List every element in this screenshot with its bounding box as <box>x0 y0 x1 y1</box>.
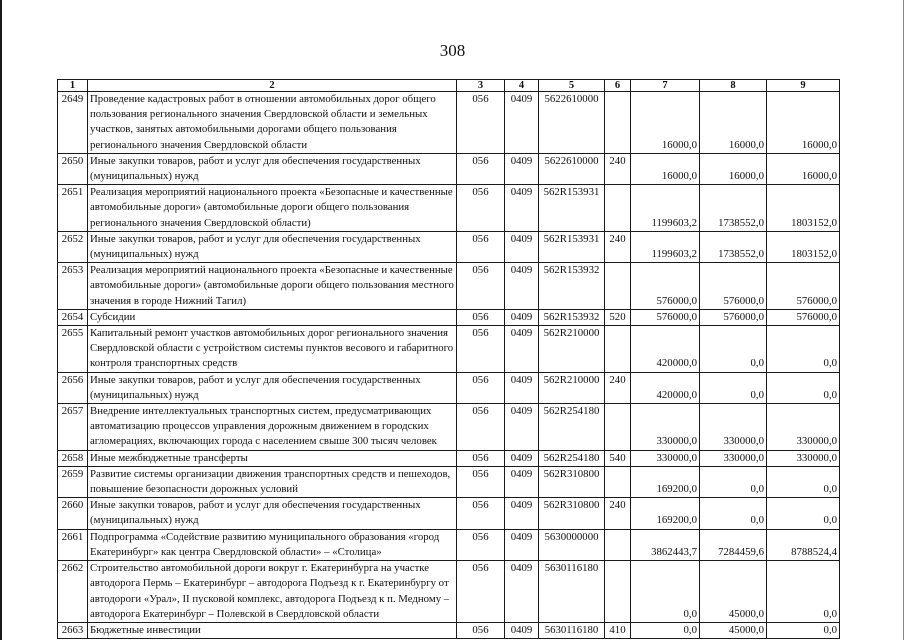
row-number-cell: 2660 <box>58 498 88 529</box>
item-name-line: Реализация мероприятий национального проекта «Безопасные и качественные <box>90 264 453 277</box>
item-name-line: Подпрограмма «Содействие развитию муниципального образования «город <box>90 530 440 543</box>
item-name-line: автодорога Екатеринбург – Полевской в Свердловской области <box>90 607 380 620</box>
item-name-cell <box>88 372 457 403</box>
table-row <box>58 498 840 529</box>
section-code-cell: 0409 <box>505 529 539 560</box>
section-code-cell: 0409 <box>505 92 539 154</box>
ministry-code-cell: 056 <box>457 326 505 373</box>
amount-year-3-cell: 0,0 <box>767 326 840 373</box>
item-name-line: автомобильные дороги» (автомобильные дороги общего пользования <box>90 201 410 214</box>
row-number-cell: 2649 <box>58 92 88 154</box>
amount-year-1-cell: 420000,0 <box>631 372 700 403</box>
amount-year-3-cell: 0,0 <box>767 372 840 403</box>
item-name-line: Бюджетные инвестиции <box>90 623 201 636</box>
item-name-cell <box>88 263 457 310</box>
item-name-line: Реализация мероприятий национального проекта «Безопасные и качественные <box>90 186 453 199</box>
item-name-cell <box>88 326 457 373</box>
expense-type-cell: 240 <box>605 498 631 529</box>
ministry-code-cell: 056 <box>457 153 505 184</box>
expense-type-cell <box>605 529 631 560</box>
table-row <box>58 153 840 184</box>
header-row <box>58 80 840 92</box>
item-name-line: (муниципальных) нужд <box>90 248 199 261</box>
item-name-line: Иные закупки товаров, работ и услуг для обеспечения государственных <box>90 154 421 167</box>
item-name-line: Субсидии <box>90 310 136 323</box>
amount-year-2-cell: 7284459,6 <box>700 529 767 560</box>
expense-type-cell <box>605 404 631 451</box>
table-row <box>58 466 840 497</box>
amount-year-3-cell: 330000,0 <box>767 404 840 451</box>
expense-type-cell: 540 <box>605 450 631 466</box>
amount-year-3-cell: 576000,0 <box>767 263 840 310</box>
row-number-cell: 2654 <box>58 309 88 325</box>
target-article-cell: 5630116180 <box>539 561 605 623</box>
section-code-cell: 0409 <box>505 309 539 325</box>
target-article-cell: 5630000000 <box>539 529 605 560</box>
amount-year-2-cell: 330000,0 <box>700 450 767 466</box>
section-code-cell: 0409 <box>505 498 539 529</box>
expense-type-cell: 410 <box>605 622 631 638</box>
item-name-line: (муниципальных) нужд <box>90 170 199 183</box>
ministry-code-cell: 056 <box>457 622 505 638</box>
amount-year-3-cell: 0,0 <box>767 466 840 497</box>
expense-type-cell: 240 <box>605 153 631 184</box>
header-col-6: 6 <box>605 80 631 92</box>
item-name-cell <box>88 92 457 154</box>
amount-year-1-cell: 0,0 <box>631 561 700 623</box>
amount-year-2-cell: 16000,0 <box>700 92 767 154</box>
amount-year-3-cell: 8788524,4 <box>767 529 840 560</box>
target-article-cell: 562R254180 <box>539 450 605 466</box>
item-name-cell <box>88 450 457 466</box>
table-body <box>58 92 840 639</box>
item-name-line: регионального значения Свердловской области) <box>90 216 311 229</box>
table-row <box>58 309 840 325</box>
amount-year-2-cell: 0,0 <box>700 466 767 497</box>
item-name-line: Проведение кадастровых работ в отношении автомобильных дорог общего <box>90 93 436 105</box>
table-row <box>58 263 840 310</box>
amount-year-1-cell: 576000,0 <box>631 263 700 310</box>
ministry-code-cell: 056 <box>457 185 505 232</box>
ministry-code-cell: 056 <box>457 450 505 466</box>
target-article-cell: 562R153932 <box>539 263 605 310</box>
header-col-8: 8 <box>700 80 767 92</box>
item-name-cell <box>88 498 457 529</box>
item-name-line: Екатеринбург» как центра Свердловской области» – «Столица» <box>90 545 382 558</box>
amount-year-1-cell: 1199603,2 <box>631 231 700 262</box>
target-article-cell: 562R210000 <box>539 326 605 373</box>
expense-type-cell: 240 <box>605 231 631 262</box>
amount-year-1-cell: 16000,0 <box>631 92 700 154</box>
table-row <box>58 529 840 560</box>
item-name-cell <box>88 404 457 451</box>
amount-year-2-cell: 576000,0 <box>700 309 767 325</box>
target-article-cell: 562R254180 <box>539 404 605 451</box>
ministry-code-cell: 056 <box>457 466 505 497</box>
amount-year-2-cell: 45000,0 <box>700 561 767 623</box>
ministry-code-cell: 056 <box>457 561 505 623</box>
header-col-4: 4 <box>505 80 539 92</box>
table-row <box>58 622 840 638</box>
amount-year-1-cell: 169200,0 <box>631 466 700 497</box>
row-number-cell: 2652 <box>58 231 88 262</box>
ministry-code-cell: 056 <box>457 529 505 560</box>
item-name-line: автоматизацию процессов управления дорожным движением в городских <box>90 420 429 433</box>
expense-type-cell: 240 <box>605 372 631 403</box>
scan-left-edge <box>0 0 2 640</box>
item-name-cell <box>88 231 457 262</box>
item-name-line: пользования регионального значения Свердловской области и земельных <box>90 108 428 121</box>
item-name-line: Внедрение интеллектуальных транспортных систем, предусматривающих <box>90 405 432 418</box>
header-col-7: 7 <box>631 80 700 92</box>
amount-year-2-cell: 0,0 <box>700 498 767 529</box>
table-row <box>58 92 840 154</box>
item-name-line: (муниципальных) нужд <box>90 514 199 527</box>
row-number-cell: 2653 <box>58 263 88 310</box>
section-code-cell: 0409 <box>505 404 539 451</box>
item-name-cell <box>88 529 457 560</box>
ministry-code-cell: 056 <box>457 372 505 403</box>
target-article-cell: 562R310800 <box>539 466 605 497</box>
amount-year-2-cell: 0,0 <box>700 326 767 373</box>
target-article-cell: 562R153932 <box>539 309 605 325</box>
table-row <box>58 231 840 262</box>
amount-year-1-cell: 16000,0 <box>631 153 700 184</box>
item-name-line: участков, занятых автомобильными дорогами общего пользования <box>90 123 397 136</box>
amount-year-2-cell: 330000,0 <box>700 404 767 451</box>
item-name-line: автомобильные дороги» (автомобильные дороги общего пользования местного <box>90 279 454 292</box>
item-name-line: автодороги «Урал», II пусковой комплекс, автодорога Подъезд к п. Медному – <box>90 592 450 605</box>
item-name-line: Развитие системы организации движения транспортных средств и пешеходов, <box>90 467 451 480</box>
row-number-cell: 2658 <box>58 450 88 466</box>
amount-year-2-cell: 1738552,0 <box>700 231 767 262</box>
amount-year-1-cell: 0,0 <box>631 622 700 638</box>
amount-year-3-cell: 16000,0 <box>767 92 840 154</box>
expense-type-cell <box>605 185 631 232</box>
table-row <box>58 404 840 451</box>
header-col-9: 9 <box>767 80 840 92</box>
table-row <box>58 326 840 373</box>
target-article-cell: 562R153931 <box>539 185 605 232</box>
amount-year-3-cell: 576000,0 <box>767 309 840 325</box>
amount-year-1-cell: 420000,0 <box>631 326 700 373</box>
expense-type-cell <box>605 92 631 154</box>
section-code-cell: 0409 <box>505 263 539 310</box>
item-name-line: Свердловской области с устройством системы пунктов весового и габаритного <box>90 342 454 355</box>
table-row <box>58 372 840 403</box>
item-name-line: (муниципальных) нужд <box>90 388 199 401</box>
target-article-cell: 5630116180 <box>539 622 605 638</box>
section-code-cell: 0409 <box>505 231 539 262</box>
item-name-line: Иные межбюджетные трансферты <box>90 451 248 464</box>
page-number: 308 <box>439 41 466 60</box>
row-number-cell: 2662 <box>58 561 88 623</box>
ministry-code-cell: 056 <box>457 498 505 529</box>
ministry-code-cell: 056 <box>457 92 505 154</box>
amount-year-3-cell: 0,0 <box>767 622 840 638</box>
row-number-cell: 2651 <box>58 185 88 232</box>
amount-year-2-cell: 576000,0 <box>700 263 767 310</box>
amount-year-1-cell: 1199603,2 <box>631 185 700 232</box>
table-row <box>58 450 840 466</box>
item-name-line: Иные закупки товаров, работ и услуг для обеспечения государственных <box>90 499 421 512</box>
amount-year-3-cell: 0,0 <box>767 561 840 623</box>
amount-year-3-cell: 1803152,0 <box>767 185 840 232</box>
amount-year-3-cell: 16000,0 <box>767 153 840 184</box>
amount-year-1-cell: 330000,0 <box>631 404 700 451</box>
item-name-line: автодорога Пермь – Екатеринбург – автодорога Подъезд к г. Екатеринбургу от <box>90 577 449 590</box>
header-col-2: 2 <box>88 80 457 92</box>
header-col-5: 5 <box>539 80 605 92</box>
item-name-line: агломерациях, включающих города с населением свыше 300 тысяч человек <box>90 435 437 448</box>
expense-type-cell <box>605 326 631 373</box>
section-code-cell: 0409 <box>505 622 539 638</box>
amount-year-3-cell: 0,0 <box>767 498 840 529</box>
item-name-line: Капитальный ремонт участков автомобильных дорог регионального значения <box>90 327 448 340</box>
amount-year-3-cell: 1803152,0 <box>767 231 840 262</box>
item-name-line: Иные закупки товаров, работ и услуг для обеспечения государственных <box>90 232 421 245</box>
amount-year-2-cell: 16000,0 <box>700 153 767 184</box>
amount-year-1-cell: 576000,0 <box>631 309 700 325</box>
table-row <box>58 561 840 623</box>
amount-year-3-cell: 330000,0 <box>767 450 840 466</box>
item-name-line: Строительство автомобильной дороги вокруг г. Екатеринбурга на участке <box>90 562 430 575</box>
row-number-cell: 2655 <box>58 326 88 373</box>
section-code-cell: 0409 <box>505 561 539 623</box>
target-article-cell: 5622610000 <box>539 92 605 154</box>
item-name-line: регионального значения Свердловской области <box>90 138 308 151</box>
target-article-cell: 562R210000 <box>539 372 605 403</box>
section-code-cell: 0409 <box>505 466 539 497</box>
item-name-line: Иные закупки товаров, работ и услуг для обеспечения государственных <box>90 373 421 386</box>
header-col-3: 3 <box>457 80 505 92</box>
item-name-cell <box>88 185 457 232</box>
item-name-cell <box>88 153 457 184</box>
ministry-code-cell: 056 <box>457 404 505 451</box>
scan-right-edge <box>903 0 904 640</box>
ministry-code-cell: 056 <box>457 231 505 262</box>
section-code-cell: 0409 <box>505 185 539 232</box>
target-article-cell: 5622610000 <box>539 153 605 184</box>
amount-year-2-cell: 0,0 <box>700 372 767 403</box>
row-number-cell: 2656 <box>58 372 88 403</box>
section-code-cell: 0409 <box>505 450 539 466</box>
target-article-cell: 562R153931 <box>539 231 605 262</box>
budget-table <box>57 79 840 639</box>
target-article-cell: 562R310800 <box>539 498 605 529</box>
item-name-cell <box>88 466 457 497</box>
expense-type-cell <box>605 466 631 497</box>
amount-year-2-cell: 1738552,0 <box>700 185 767 232</box>
amount-year-2-cell: 45000,0 <box>700 622 767 638</box>
expense-type-cell <box>605 263 631 310</box>
item-name-cell <box>88 622 457 638</box>
amount-year-1-cell: 330000,0 <box>631 450 700 466</box>
amount-year-1-cell: 3862443,7 <box>631 529 700 560</box>
row-number-cell: 2661 <box>58 529 88 560</box>
ministry-code-cell: 056 <box>457 263 505 310</box>
header-col-1: 1 <box>58 80 88 92</box>
section-code-cell: 0409 <box>505 372 539 403</box>
section-code-cell: 0409 <box>505 153 539 184</box>
item-name-line: контроля транспортных средств <box>90 357 238 370</box>
expense-type-cell: 520 <box>605 309 631 325</box>
row-number-cell: 2659 <box>58 466 88 497</box>
amount-year-1-cell: 169200,0 <box>631 498 700 529</box>
row-number-cell: 2657 <box>58 404 88 451</box>
row-number-cell: 2650 <box>58 153 88 184</box>
item-name-cell <box>88 561 457 623</box>
row-number-cell: 2663 <box>58 622 88 638</box>
item-name-line: значения в городе Нижний Тагил) <box>90 294 247 307</box>
section-code-cell: 0409 <box>505 326 539 373</box>
ministry-code-cell: 056 <box>457 309 505 325</box>
item-name-cell <box>88 309 457 325</box>
table-row <box>58 185 840 232</box>
item-name-line: повышение безопасности дорожных условий <box>90 483 298 496</box>
expense-type-cell <box>605 561 631 623</box>
